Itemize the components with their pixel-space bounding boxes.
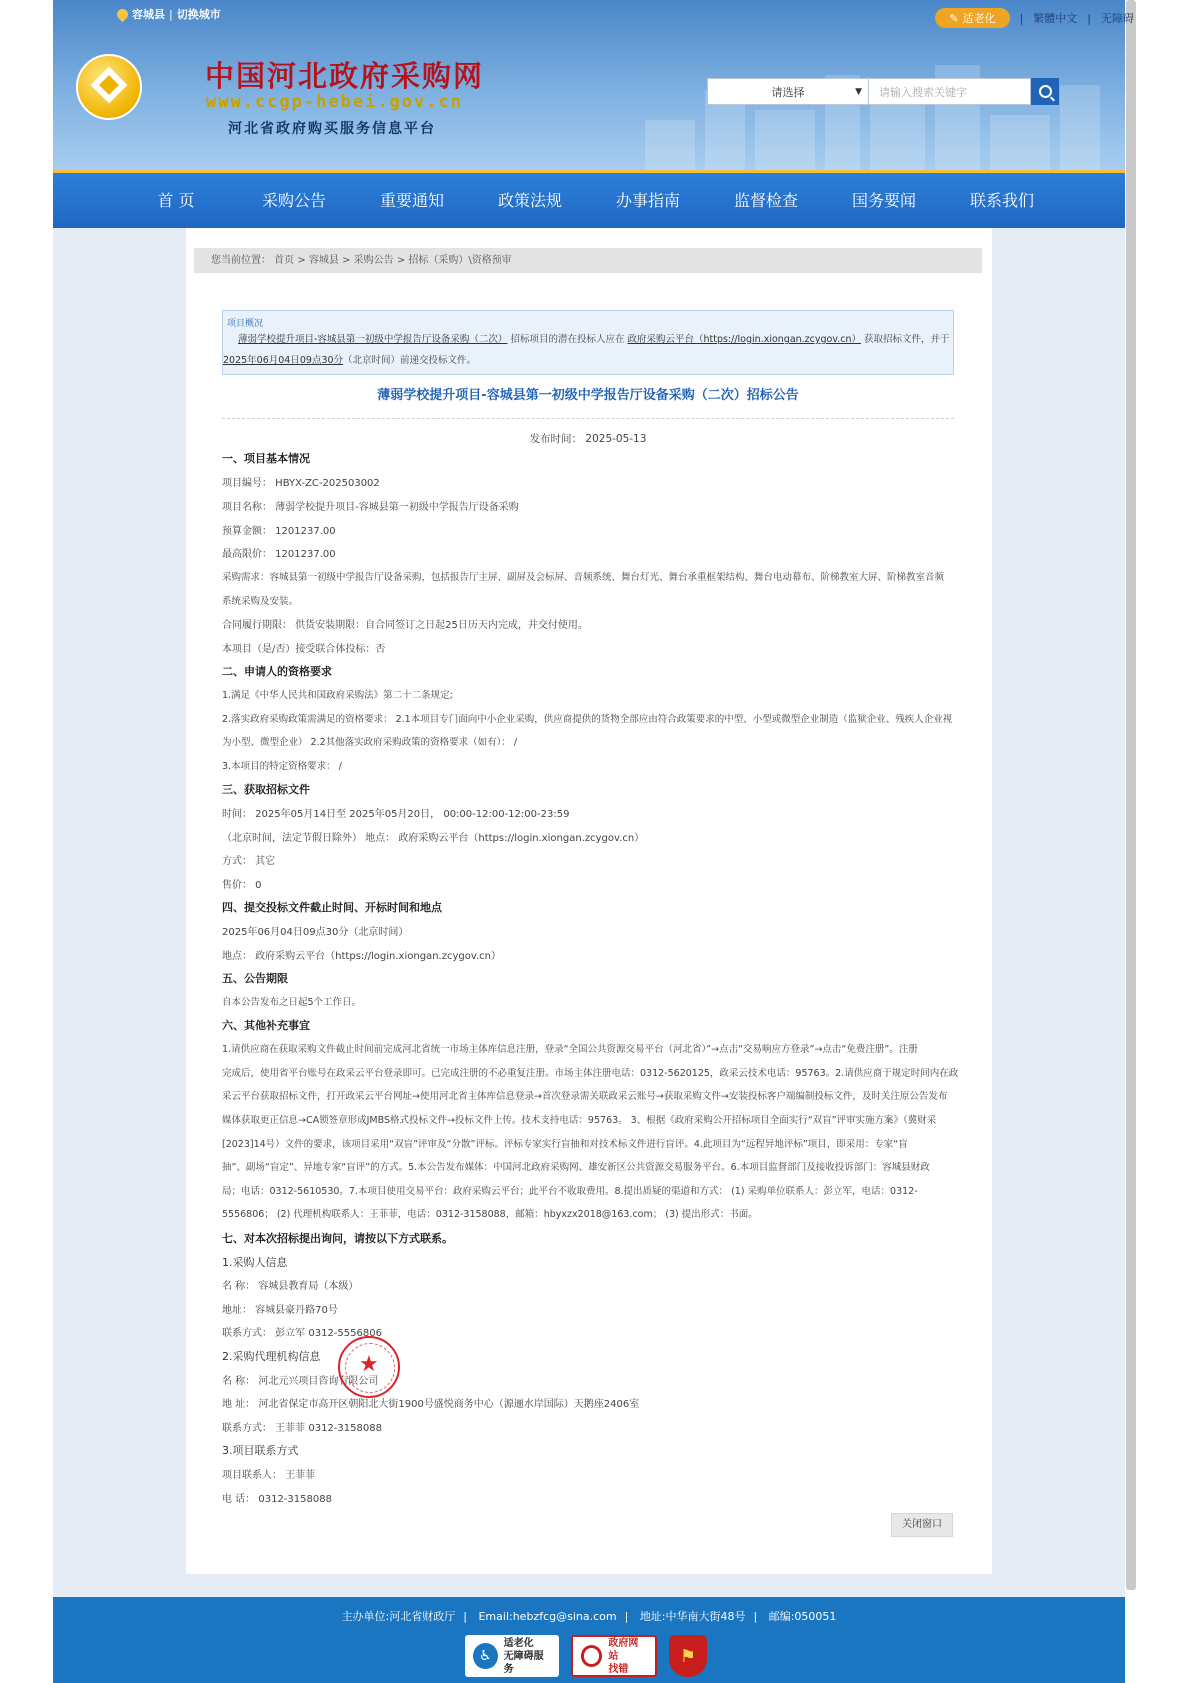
project-contact-person: 项目联系人： 王菲菲 [222, 1470, 316, 1481]
city-skyline [605, 60, 1125, 170]
announcement-title: 薄弱学校提升项目-容城县第一初级中学报告厅设备采购（二次）招标公告 [377, 388, 799, 403]
subsection-heading: 1.采购人信息 [222, 1256, 288, 1269]
qualification-text: 1.满足《中华人民共和国政府采购法》第二十二条规定; [222, 690, 453, 701]
nav-state-news[interactable]: 国务要闻 [851, 191, 916, 210]
star-icon: ★ [359, 1352, 379, 1377]
top-links [935, 8, 1134, 28]
badge-line: 适老化 [503, 1637, 534, 1649]
main-nav [53, 170, 1125, 228]
project-overview-box [222, 310, 954, 375]
official-seal [338, 1336, 400, 1398]
supplement-text: 采云平台获取招标文件，打开政采云平台网址→使用河北省主体库信息登录→首次登录需关联政采云账号→获取采购文件→安装投标客户端编制投标文件，及时关注原公告发布 [222, 1091, 948, 1102]
obtain-price: 售价： 0 [222, 880, 262, 891]
project-name: 项目名称： 薄弱学校提升项目-容城县第一初级中学报告厅设备采购 [222, 502, 519, 513]
search-bar [707, 78, 1059, 105]
footer-postcode: 邮编:050051 [768, 1610, 837, 1623]
breadcrumb: 您当前位置： 首页 > 容城县 > 采购公告 > 招标（采购）\资格预审 [194, 248, 982, 273]
report-error-badge[interactable] [571, 1635, 657, 1677]
bid-deadline: 2025年06月04日09点30分（北京时间） [222, 927, 409, 938]
traditional-chinese-link[interactable]: 繁體中文 [1033, 12, 1078, 25]
overview-text-part: （北京时间）前递交投标文件。 [343, 355, 477, 366]
footer-badges [465, 1635, 707, 1677]
wheelchair-icon: ♿ [473, 1643, 498, 1669]
supplement-text: 1.请供应商在获取采购文件截止时间前完成河北省统一市场主体库信息注册，登录“全国公共资源交易平台（河北省）”→点击“交易响应方登录”→点击“免费注册”。注册 [222, 1044, 918, 1055]
emblem-icon: ⚑ [679, 1645, 697, 1667]
search-category-select[interactable] [707, 78, 869, 105]
site-logo[interactable] [76, 54, 142, 120]
obtain-time: 时间： 2025年05月14日至 2025年05月20日， 00:00-12:00-12:00-23:59 [222, 809, 570, 820]
nav-procurement-notices[interactable]: 采购公告 [261, 191, 326, 210]
supplement-text: 抽”、副场“盲定”、异地专家“盲评”的方式。5.本公告发布媒体：中国河北政府采购网、雄安新区公共资源交易服务平台。6.本项目监督部门及接收投诉部门：容城县财政 [222, 1162, 930, 1173]
divider [222, 418, 954, 419]
footer-email[interactable]: Email:hebzfcg@sina.com [478, 1610, 617, 1623]
overview-text-part: 获取招标文件，并于 [861, 334, 950, 345]
section-heading: 六、其他补充事宜 [222, 1019, 310, 1032]
supplement-text: 5556806； (2) 代理机构联系人：王菲菲，电话：0312-3158088，邮箱：hbyxzx2018@163.com； (3) 提出形式：书面。 [222, 1209, 758, 1220]
footer-address: 地址:中华南大街48号 [639, 1610, 746, 1623]
badge-line: 无障碍服务 [503, 1650, 544, 1675]
badge-text [504, 1637, 551, 1676]
divider: | [169, 7, 173, 21]
search-input[interactable]: 请输入搜索关键字 [869, 78, 1031, 105]
requirement-text: 系统采购及安装。 [222, 596, 299, 607]
footer-info: 主办单位:河北省财政厅 | Email:hebzfcg@sina.com | 地址:中华南大街48号 | 邮编:050051 [341, 1610, 837, 1623]
nav-policies[interactable]: 政策法规 [497, 191, 562, 210]
contract-period: 合同履行期限： 供货安装期限：自合同签订之日起25日历天内完成，并交付使用。 [222, 620, 588, 631]
agency-address: 地 址： 河北省保定市高开区朝阳北大街1900号盛悦商务中心（源逦水岸国际）天鹅座2406室 [222, 1399, 640, 1410]
elder-mode-button[interactable] [935, 8, 1009, 28]
purchaser-contact: 联系方式： 彭立军 0312-5556806 [222, 1328, 382, 1339]
chevron-down-icon: ▼ [855, 86, 862, 97]
section-heading: 七、对本次招标提出询问，请按以下方式联系。 [222, 1232, 453, 1245]
bid-place: 地点： 政府采购云平台（https://login.xiongan.zcygov.cn） [222, 951, 501, 962]
requirement-text: 采购需求：容城县第一初级中学报告厅设备采购，包括报告厅主屏、副屏及会标屏、音频系统、舞台灯光、舞台承重框架结构、舞台电动幕布、阶梯教室大屏、阶梯教室音频 [222, 572, 945, 583]
badge-line: 政府网站 [608, 1637, 639, 1662]
publish-time: 发布时间： 2025-05-13 [529, 433, 647, 445]
supplement-text: 媒体获取更正信息→CA锁签章形成JMBS格式投标文件→投标文件上传。技术支持电话：95763。 3、根据《政府采购公开招标项目全面实行“双盲”评审实施方案》（冀财采 [222, 1115, 937, 1126]
supplement-text: 完成后，使用省平台账号在政采云平台登录即可。已完成注册的不必重复注册。市场主体注册电话：0312-5620125，政采云技术电话：95763。2.请供应商于规定时间内在政 [222, 1068, 959, 1079]
party-government-badge[interactable] [669, 1635, 707, 1677]
section-heading: 一、项目基本情况 [222, 452, 310, 465]
search-icon [1039, 85, 1052, 98]
footer-sponsor: 主办单位:河北省财政厅 [341, 1610, 456, 1623]
purchaser-name: 名 称： 容城县教育局（本级） [222, 1281, 359, 1292]
nav-home[interactable]: 首 页 [157, 191, 195, 210]
search-button[interactable] [1031, 78, 1059, 105]
current-city: 容城县 [132, 8, 165, 21]
nav-guide[interactable]: 办事指南 [615, 191, 680, 210]
section-heading: 五、公告期限 [222, 972, 288, 985]
consortium-bid: 本项目（是/否）接受联合体投标：否 [222, 644, 386, 655]
section-heading: 四、提交投标文件截止时间、开标时间和地点 [222, 901, 442, 914]
nav-contact[interactable]: 联系我们 [969, 191, 1034, 210]
overview-project-name: 薄弱学校提升项目-容城县第一初级中学报告厅设备采购（二次） [238, 334, 508, 345]
location-pin-icon [115, 6, 131, 22]
switch-city-link[interactable]: 切换城市 [176, 8, 221, 21]
overview-text-part: 招标项目的潜在投标人应在 [507, 334, 628, 345]
elder-accessibility-badge[interactable] [465, 1635, 559, 1677]
obtain-place: （北京时间，法定节假日除外） 地点： 政府采购云平台（https://login.xiongan.zcygov.cn） [222, 833, 645, 844]
qualification-text: 2.落实政府采购政策需满足的资格要求： 2.1本项目专门面向中小企业采购，供应商提供的货物全部应由符合政策要求的中型、小型或微型企业制造（监狱企业、残疾人企业视 [222, 714, 953, 725]
magnifier-icon [581, 1645, 602, 1667]
budget: 预算金额： 1201237.00 [222, 526, 336, 537]
obtain-method: 方式： 其它 [222, 856, 276, 867]
section-heading: 三、获取招标文件 [222, 783, 310, 796]
nav-supervision[interactable]: 监督检查 [733, 191, 798, 210]
project-number: 项目编号： HBYX-ZC-202503002 [222, 478, 380, 489]
badge-text [608, 1637, 647, 1676]
agency-name: 名 称： 河北元兴项目咨询有限公司 [222, 1376, 379, 1387]
subsection-heading: 2.采购代理机构信息 [222, 1350, 321, 1363]
overview-platform-link[interactable]: 政府采购云平台（https://login.xiongan.zcygov.cn） [627, 334, 862, 345]
elder-icon: ✎ [949, 11, 959, 25]
site-domain: www.ccgp-hebei.gov.cn [206, 92, 463, 112]
search-category-value: 请选择 [771, 85, 805, 99]
notice-period: 自本公告发布之日起5个工作日。 [222, 997, 362, 1008]
city-selector[interactable] [117, 6, 221, 22]
qualification-text: 3.本项目的特定资格要求： / [222, 761, 342, 772]
purchaser-address: 地址： 容城县豪丹路70号 [222, 1305, 338, 1316]
agency-contact: 联系方式： 王菲菲 0312-3158088 [222, 1423, 382, 1434]
scrollbar[interactable] [1126, 0, 1136, 1590]
overview-text [223, 329, 950, 371]
overview-label: 项目概况 [227, 319, 264, 329]
site-title: 中国河北政府采购网 [205, 59, 485, 93]
supplement-text: [2023]14号）文件的要求，该项目采用“双盲”评审及“分散”评标。评标专家实行盲抽和对技术标文件进行盲评。4.此项目为“远程异地评标”项目，即采用：专家“盲 [222, 1139, 908, 1150]
subsection-heading: 3.项目联系方式 [222, 1444, 299, 1457]
nav-important-notices[interactable]: 重要通知 [379, 191, 444, 210]
close-window-button[interactable]: 关闭窗口 [891, 1513, 953, 1537]
section-heading: 二、申请人的资格要求 [222, 665, 332, 678]
overview-deadline: 2025年06月04日09点30分 [223, 355, 344, 366]
site-footer [53, 1597, 1125, 1683]
supplement-text: 局；电话：0312-5610530。7.本项目使用交易平台：政府采购云平台；此平台不收取费用。8.提出质疑的渠道和方式： (1) 采购单位联系人：彭立军，电话：0312- [222, 1186, 918, 1197]
badge-line: 找错 [608, 1663, 629, 1675]
elder-label: 适老化 [962, 12, 996, 25]
project-contact-phone: 电 话： 0312-3158088 [222, 1494, 332, 1505]
divider: | [1019, 11, 1024, 25]
max-price: 最高限价： 1201237.00 [222, 549, 336, 560]
accessibility-link[interactable]: 无障碍 [1101, 12, 1134, 25]
qualification-text: 为小型、微型企业） 2.2其他落实政府采购政策的资格要求（如有）： / [222, 737, 518, 748]
content-panel [186, 228, 992, 1574]
divider: | [1087, 11, 1091, 25]
site-subtitle: 河北省政府购买服务信息平台 [228, 121, 436, 137]
